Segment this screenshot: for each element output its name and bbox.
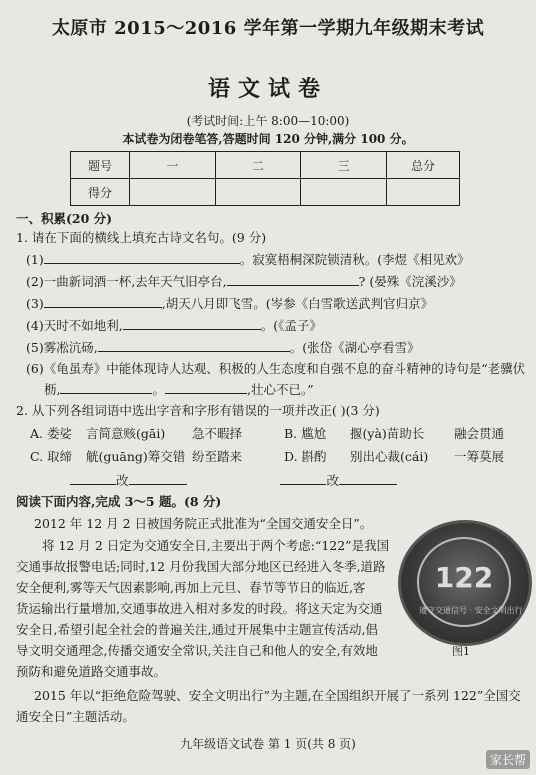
score-cell: 题号 xyxy=(71,152,130,179)
emblem-text: 遵守交通信号 · 安全文明出行 xyxy=(419,606,523,615)
watermark: 家长帮 xyxy=(486,750,530,769)
score-table xyxy=(70,151,460,206)
reading-paragraph: 通安全日”主题活动。 xyxy=(16,709,135,724)
answer-blank[interactable] xyxy=(123,317,261,330)
question-line: (2)一曲新词酒一杯,去年天气旧亭台, ? (晏殊《浣溪沙》 xyxy=(26,274,462,289)
reading-paragraph: 2015 年以“拒绝危险驾驶、安全文明出行”为主题,在全国组织开展了一系列 122”全国交 xyxy=(34,688,521,703)
question-line: (4)天时不如地利, 。(《孟子》 xyxy=(26,318,322,333)
score-blank-cell[interactable] xyxy=(387,179,460,206)
reading-line: 将 12 月 2 日定为交通安全日,主要出于两个考虑:“122”是我国 xyxy=(42,538,390,553)
figure-caption: 图1 xyxy=(452,645,470,658)
emblem-ring xyxy=(417,537,523,627)
correction-line: 改 改 xyxy=(70,472,397,489)
score-blank-cell[interactable] xyxy=(130,179,216,206)
answer-blank[interactable] xyxy=(44,251,240,264)
emblem-number: 122 xyxy=(434,561,494,594)
score-cell: 得分 xyxy=(71,179,130,206)
subject-title: 语文试卷 xyxy=(207,76,328,102)
question-title: 1. 请在下面的横线上填充古诗文名句。(9 分) xyxy=(16,230,267,245)
answer-blank[interactable] xyxy=(98,339,290,352)
reading-line: 货运输出行量增加,交通事故进入相对多发的时段。将这天定为交通 xyxy=(16,601,383,616)
score-table-row xyxy=(71,152,460,179)
reading-line: 预防和避免道路交通事故。 xyxy=(16,664,167,679)
score-table-row xyxy=(71,179,460,206)
reading-intro: 阅读下面内容,完成 3～5 题。(8 分) xyxy=(16,494,222,509)
answer-blank[interactable] xyxy=(60,381,152,394)
question-line: (1) 。寂寞梧桐深院锁清秋。(李煜《相见欢》 xyxy=(26,252,470,267)
answer-blank[interactable] xyxy=(44,295,162,308)
score-cell: 总分 xyxy=(387,152,460,179)
reading-line: 导文明交通理念,传播交通安全常识,关注自己和他人的安全,有效地 xyxy=(16,643,378,658)
question-title: 2. 从下列各组词语中选出字音和字形有错误的一项并改正( )(3 分) xyxy=(16,403,380,418)
question-line: (6)《龟虽寿》中能体现诗人达观、积极的人生态度和自强不息的奋斗精神的诗句是“老骥伏 xyxy=(26,361,526,376)
traffic-safety-emblem xyxy=(398,520,532,646)
score-blank-cell[interactable] xyxy=(215,179,301,206)
answer-blank[interactable] xyxy=(227,273,359,286)
reading-line: 安全便利,雾等天气因素影响,再加上元旦、春节等节日的临近,客 xyxy=(16,580,366,595)
reading-paragraph: 2012 年 12 月 2 日被国务院正式批准为“全国交通安全日”。 xyxy=(34,516,373,531)
answer-blank[interactable] xyxy=(165,381,247,394)
answer-blank[interactable] xyxy=(339,472,397,485)
score-cell: 三 xyxy=(301,152,387,179)
reading-line: 交通事故报警电话;同时,12 月份我国大部分地区已经进入冬季,道路 xyxy=(16,559,386,574)
question-line: (5)雾凇沆砀, 。(张岱《湖心亭看雪》 xyxy=(26,340,420,355)
answer-blank[interactable] xyxy=(70,472,116,485)
option-row: C. 取缔 觥(guāng)筹交错 纷至踏来 D. 斟酌 别出心裁(cái) 一筹莫展 xyxy=(30,449,505,464)
answer-blank[interactable] xyxy=(129,472,187,485)
exam-time: (考试时间:上午 8:00—10:00) xyxy=(186,114,350,128)
score-blank-cell[interactable] xyxy=(301,179,387,206)
question-line: (3) ,胡天八月即飞雪。(岑参《白雪歌送武判官归京》 xyxy=(26,296,434,311)
score-cell: 二 xyxy=(215,152,301,179)
option-row: A. 娄娑 言简意赅(gāi) 急不暇择 B. 尴尬 揠(yà)苗助长 融会贯通 xyxy=(30,426,505,441)
score-cell: 一 xyxy=(130,152,216,179)
question-line: 枥, 。 ,壮心不已。” xyxy=(44,382,314,397)
page-footer: 九年级语文试卷 第 1 页(共 8 页) xyxy=(180,737,356,751)
exam-rules: 本试卷为闭卷笔答,答题时间 120 分钟,满分 100 分。 xyxy=(122,132,414,146)
section-title: 一、积累(20 分) xyxy=(16,211,113,226)
reading-line: 安全日,希望引起全社会的普遍关注,通过开展集中主题宣传活动,倡 xyxy=(16,622,378,637)
answer-blank[interactable] xyxy=(280,472,326,485)
exam-title: 太原市 2015～2016 学年第一学期九年级期末考试 xyxy=(51,18,485,39)
